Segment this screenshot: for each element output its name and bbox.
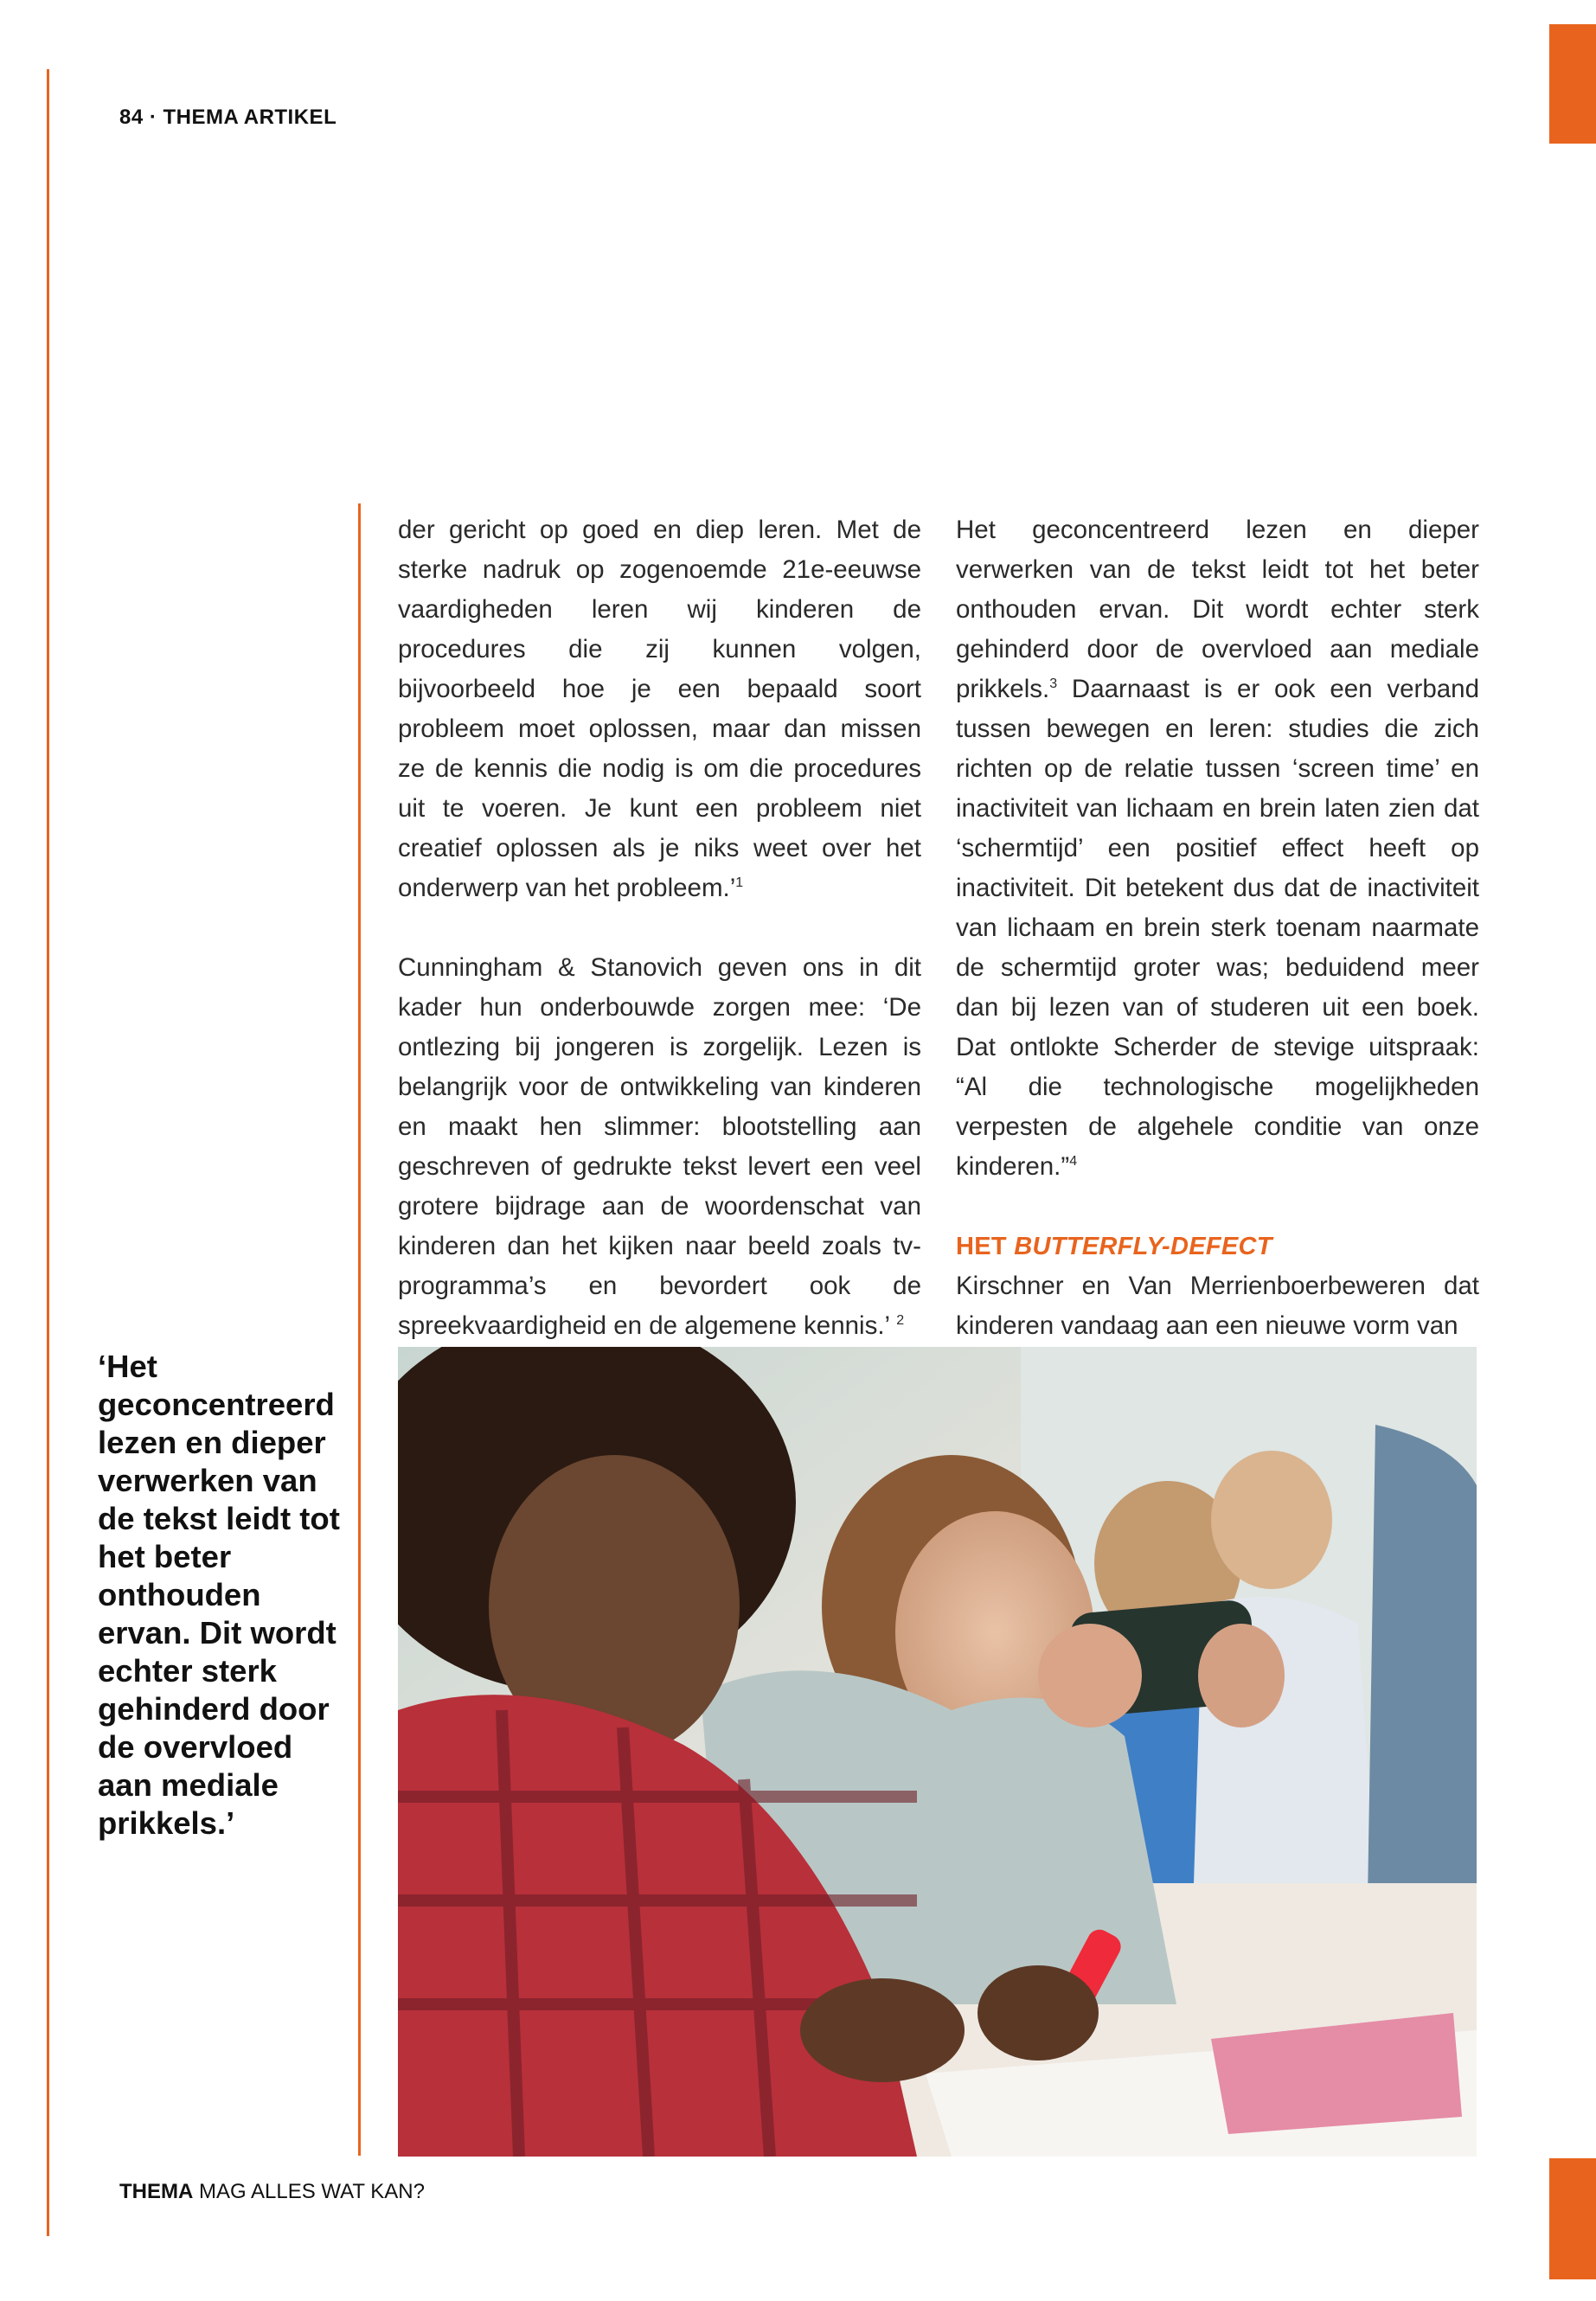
page-header: 84 · THEMA ARTIKEL (119, 106, 337, 129)
paragraph: Kirschner en Van Merrienboerbeweren dat kinderen vandaag aan een nieuwe vorm van (956, 1272, 1479, 1340)
text-column-2 (956, 510, 1479, 1386)
paragraph: Het geconcentreerd lezen en dieper verwerken van de tekst leidt tot het beter onthouden ervan. Dit wordt echter sterk gehinderd door de overvloed aan mediale prikkels.$^3$ Daarnaast is er ook een verband tussen bewegen en leren: studies die zich richten op de relatie tussen ‘screen time’ en inactiviteit van lichaam en brein laten zien dat ‘schermtijd’ een positief effect heeft op inactiviteit. Dit betekent dus dat de inactiviteit van lichaam en brein sterk toenam naarmate de schermtijd groter was; beduidend meer dan bij lezen van of studeren uit een boek. Dat ontlokte Scherder de stevige uitspraak: “Al die technologische mogelijkheden verpesten de algehele conditie van onze kinderen.”$^4$ (956, 516, 1479, 1181)
page-edge-tab-bottom (1549, 2158, 1596, 2279)
column-rule (358, 503, 361, 2156)
footer-brand: THEMA (119, 2180, 194, 2203)
footnote-ref: 4 (1069, 1154, 1078, 1170)
page-edge-tab-top (1549, 24, 1596, 144)
text-column-1 (398, 510, 921, 1386)
section-subheading: HET BUTTERFLY-DEFECT (956, 1233, 1272, 1260)
footnote-ref: 1 (735, 875, 744, 891)
paragraph: Cunningham & Stanovich geven ons in dit kader hun onderbouwde zorgen mee: ‘De ontlezing bij jongeren is zorgelijk. Lezen is belangrijk voor de ontwikkeling van kinderen en maakt hen slimmer: blootstelling aan geschreven of gedrukte tekst levert een veel grotere bijdrage aan de woordenschat van kinderen dan het kijken naar beeld zoals tv-programma’s en bevordert ook de spreekvaardigheid en de algemene kennis.’ $^2$ (398, 953, 921, 1340)
footer-tagline: MAG ALLES WAT KAN? (193, 2180, 425, 2203)
page-margin-rule (47, 69, 49, 2236)
pull-quote: ‘Het geconcentreerd lezen en dieper verwerken van de tekst leidt tot het beter onthouden ervan. Dit wordt echter sterk gehinderd door de overvloed aan mediale prikkels.’ (98, 1349, 340, 1841)
paragraph: der gericht op goed en diep leren. Met de sterke nadruk op zogenoemde 21e-eeuwse vaardigheden leren wij kinderen de procedures die zij kunnen volgen, bijvoorbeeld hoe je een bepaald soort probleem moet oplossen, maar dan missen ze de kennis die nodig is om die procedures uit te voeren. Je kunt een probleem niet creatief oplossen als je niks weet over het onderwerp van het probleem.’$^1$ (398, 516, 921, 902)
footnote-ref: 2 (896, 1313, 905, 1329)
footnote-ref: 3 (1049, 676, 1058, 692)
article-photo (398, 1347, 1477, 2157)
page-footer (119, 2180, 425, 2204)
